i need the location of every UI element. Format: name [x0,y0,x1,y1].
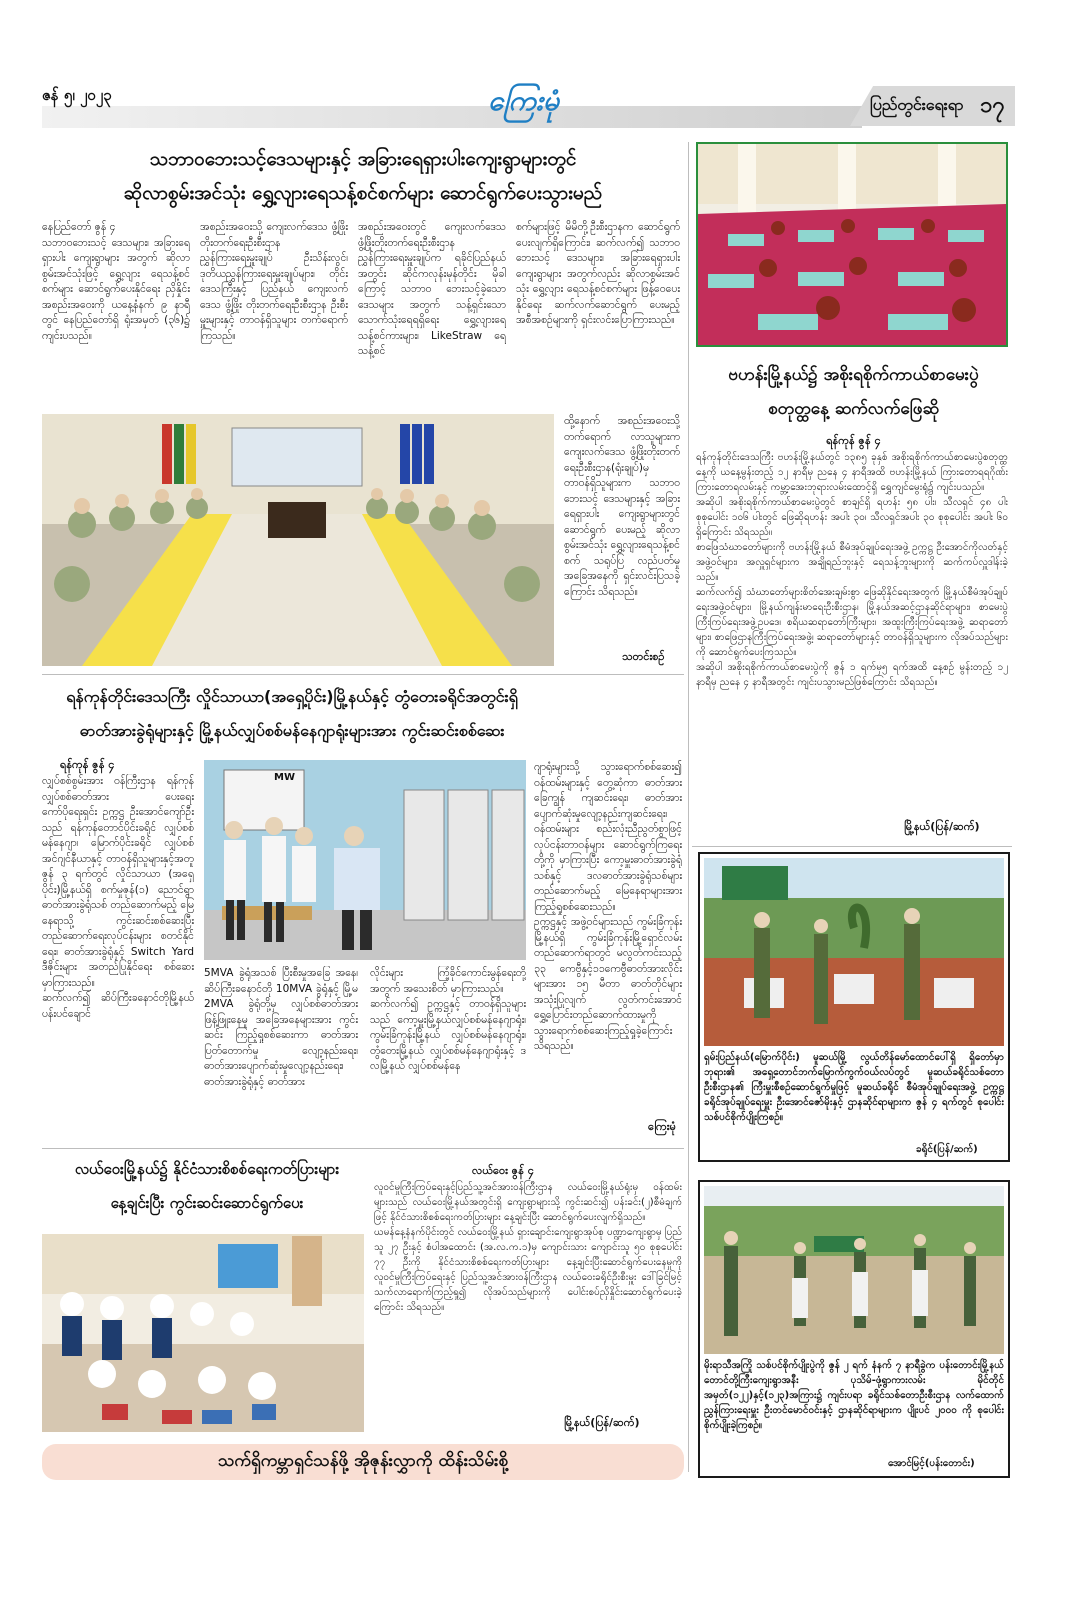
photo-caption: ရှမ်းပြည်နယ်(မြောက်ပိုင်း) မူဆယ်မြို့ လွယ်တိန်မော်ထောင်ပေါ်ရှိ ရှိတော်မှာဘုရား၏ အရှေ့တောင်ဘက်မြောက်ကွက်ဝယ်လပ်တွင် မူဆယ်ခရိုင်သစ်တောဦးစီးဌာန၏ ကြီးမှူးစီစဉ်ဆောင်ရွက်မှုဖြင့် မူဆယ်ခရိုင် စီမံအုပ်ချုပ်ရေးအဖွဲ့ ဥက္ကဋ္ဌ ခရိုင်အုပ်ချုပ်ရေးမှူး ဦးအောင်ဇော်မိုးနှင့် ဌာနဆိုင်ရာများက ဇွန် ၄ ရက်တွင် စုပေါင်းသစ်ပင်စိုက်ပျိုးကြစဉ်။ [704,1052,1004,1123]
headline-line2: ဆိုလာစွမ်းအင်သုံး ရွှေ့လျားရေသန့်စင်စက်များ ဆောင်ရွက်ပေးသွားမည် [123,182,603,204]
article-byline: မြို့နယ်(ပြန်/ဆက်) [564,1416,640,1429]
headline-line2: နေ့ချင်းပြီး ကွင်းဆင်းဆောင်ရွက်ပေး [110,1194,304,1212]
header-bar-left [42,106,862,128]
tree-planting-box-1 [698,852,1010,1162]
article-byline: သတင်းစဉ် [622,650,665,663]
article-dateline: ရန်ကုန် ဇွန် ၄ [826,434,881,447]
headline: လယ်ဝေးမြို့နယ်၌ နိုင်ငံသားစိစစ်ရေးကတ်ပြားများ [74,1160,340,1178]
monks-exam-illustration [698,144,1006,345]
article-body-col4: စက်များဖြင့် မိမိတို့ဦးစီးဌာနက ဆောင်ရွက်ပေးလျက်ရှိကြောင်း၊ ဆက်လက်၍ သဘာဝဘေးသင့် ဒေသများ၊ အခြားရေရှားပါး ကျေးရွာများ အတွက်လည်း ဆိုလာစွမ်းအင်သုံး ရွှေ့လျား ရေသန့်စင်စက်များ ဖြန့်ဝေပေးနိုင်ရေး ဆက်လက်ဆောင်ရွက် ပေးမည့် အစီအစဉ်များကို ရှင်းလင်းပြောကြားသည်။ [516,221,680,326]
article-body: လူဝင်မှုကြီးကြပ်ရေးနှင့်ပြည်သူ့အင်အားဝန်ကြီးဌာန လယ်ဝေးမြို့နယ်ရုံးမှ ဝန်ထမ်းများသည် လယ်ဝေးမြို့နယ်အတွင်းရှိ ကျေးရွာများသို့ ကွင်းဆင်း၍ ပန်းခင်း(၂)စီမံချက်ဖြင့် နိုင်ငံသားစိစစ်ရေးကတ်ပြားများ နေ့ချင်းပြီး ဆောင်ရွက်ပေးလျက်ရှိသည်။ ယမန်နေ့နံနက်ပိုင်းတွင် လယ်ဝေးမြို့နယ် ရှားချောင်းကျေးရွာအုပ်စု ပဏ္ဍာကျေးရွာမှ ပြည်သူ ၂၇ ဦးနှင့် စံပါအထောင်း (အ.လ.က.၁)မှ ကျောင်းသား ကျောင်းသူ ၅၀ စုစုပေါင်း ၇၇ ဦးကို နိုင်ငံသားစိစစ်ရေးကတ်ပြားများ နေ့ချင်းပြီးဆောင်ရွက်ပေးနေမှုကို လူဝင်မှုကြီးကြပ်ရေးနှင့် ပြည်သူ့အင်အားဝန်ကြီးဌာန လယ်ဝေးခရိုင်ဦးစီးမှူး ဒေါ်ခြင်မြင့်သက်လာရောက်ကြည့်ရှု၍ လိုအပ်သည်များကို ပေါင်းစပ်ညှိနှိုင်းဆောင်ရွက်ပေးခဲ့ကြောင်း သိရသည်။ [374,1182,682,1313]
meeting-photo-illustration [42,414,554,666]
article-dateline: ရန်ကုန် ဇွန် ၄ [60,758,115,771]
header-section: ပြည်တွင်းရေးရာ [870,95,964,114]
tree-planting-photo-1 [704,858,1004,1046]
article-monks-exam [696,352,1011,842]
headline-line2: ဓာတ်အားခွဲရုံများနှင့် မြို့နယ်လျှပ်စစ်မန်နေဂျာရုံးများအား ကွင်းဆင်းစစ်ဆေး [79,721,505,740]
article-byline: မြို့နယ်(ပြန်/ဆက်) [904,820,980,833]
article-body-col1: နေပြည်တော် ဇွန် ၄ သဘာဝဘေးသင့် ဒေသများ၊ အခြားရေရှားပါး ကျေးရွာများ အတွက် ဆိုလာစွမ်းအင်သုံးဖြင့် ရွှေ့လျား ရေသန့်စင်စက်များ ဆောင်ရွက်ပေးနိုင်ရေး ညှိနှိုင်း အစည်းအဝေးကို ယနေ့နံနက် ၉ နာရီတွင် နေပြည်တော်ရှိ ရုံးအမှတ် (၃၆)၌ ကျင်းပသည်။ [42,221,190,342]
article-solar-water [42,142,684,670]
page-header [0,82,1073,132]
page-number: ၁၇ [980,93,1005,118]
headline: သဘာဝဘေးသင့်ဒေသများနှင့် အခြားရေရှားပါးကျေးရွာများတွင် [149,148,577,170]
headline-line2: စတုတ္ထနေ့ ဆက်လက်ဖြေဆို [768,399,939,419]
caption-byline: ခရိုင်(ပြန်/ဆက်) [916,1144,978,1155]
substation-photo [204,760,526,960]
tree-planting-photo-2 [704,1186,1004,1354]
substation-sign: MW [274,772,295,783]
article-body-col3: လိုင်းများ ကြံ့ခိုင်ကောင်းမွန်ရေးတို့ အတွက် အသေးစိတ် မှာကြားသည်။ ဆက်လက်၍ ဥက္ကဋ္ဌနှင့် တာဝန်ရှိသူများသည် ကော့မှူးမြို့နယ်လျှပ်စစ်မန်နေဂျာရုံး၊ ကွမ်းခြံကုန်းမြို့နယ် လျှပ်စစ်မန်နေဂျာရုံး၊ တွံတေးမြို့နယ် လျှပ်စစ်မန်နေဂျာရုံးနှင့် ဒလမြို့နယ် လျှပ်စစ်မန်နေ [370,967,526,1072]
footer-slogan-banner [42,1444,684,1480]
tree-planting-illustration-2 [704,1186,1004,1354]
monks-exam-photo [696,142,1008,347]
citizenship-illustration [42,1234,364,1432]
article-body-col4: ဂျာရုံးများသို့ သွားရောက်စစ်ဆေး၍ ဝန်ထမ်းများနှင့် တွေ့ဆုံကာ ဓာတ်အားခြေကျွန် ကျဆင်းရေး၊ ဓာတ်အားပျောက်ဆုံးမှုလျော့နည်းကျဆင်းရေး၊ ဝန်ထမ်းများ စည်းလုံးညီညွတ်စွာဖြင့် လုပ်ငန်းတာဝန်များ ဆောင်ရွက်ကြရေးတို့ကို မှာကြားပြီး ကော့မှူးဓာတ်အားခွဲရုံသစ်နှင့် ဒလဓာတ်အားခွဲရုံသစ်များ တည်ဆောက်မည့် မြေနေရာများအား ကြည့်ရှုစစ်ဆေးသည်။ ဥက္ကဋ္ဌနှင့် အဖွဲ့ဝင်များသည် ကွမ်းခြံကုန်းမြို့နယ်ရှိ ကွမ်းခြံကုန်းမြို့ရှောင်လမ်းတည်ဆောက်ရာတွင် မလွတ်ကင်းသည့် ၃၃ ကေဗွီနှင့်၁၁ကေဗွီဓာတ်အားလိုင်းများအား ၁၅ မီတာ ဓာတ်တိုင်များ အသုံးပြုလျက် လွတ်ကင်းအောင် ရွှေ့ပြောင်းတည်ဆောက်ထားမှုကို သွားရောက်စစ်ဆေးကြည့်ရှုခဲ့ကြောင်း သိရသည်။ [534,761,682,1052]
article-body-col4-cont: ထို့နောက် အစည်းအဝေးသို့ တက်ရောက် လာသူများက ကျေးလက်ဒေသ ဖွံ့ဖြိုးတိုးတက်ရေးဦးစီးဌာန(ရုံးချုပ်)မှ တာဝန်ရှိသူများက သဘာဝဘေးသင့် ဒေသများနှင့် အခြားရေရှားပါး ကျေးရွာများတွင် ဆောင်ရွက် ပေးမည့် ဆိုလာစွမ်းအင်သုံး ရွှေ့လျားရေသန့်စင်စက် သရုပ်ပြ လည်ပတ်မှု အခြေအနေကို ရှင်းလင်းပြသခဲ့ကြောင်း သိရသည်။ [564,415,680,598]
article-body-col1: လျှပ်စစ်စွမ်းအား ဝန်ကြီးဌာန ရန်ကုန်လျှပ်စစ်ဓာတ်အား ပေးရေးကော်ပိုရေးရှင်း ဥက္ကဋ္ဌ ဦးအောင်ကျော်ဦးသည် ရန်ကုန်တောင်ပိုင်းခရိုင် လျှပ်စစ်မန်နေဂျာ၊ မြောက်ပိုင်းခရိုင် လျှပ်စစ်အင်ဂျင်နီယာနှင့် တာဝန်ရှိသူများနှင့်အတူ ဇွန် ၃ ရက်တွင် လှိုင်သာယာ (အရှေ့ပိုင်း)မြို့နယ်ရှိ စက်မှုဇုန်(၁) ညောင်ရွာ ဓာတ်အားခွဲရုံသစ် တည်ဆောက်မည့် မြေနေရာသို့ ကွင်းဆင်းစစ်ဆေးပြီး တည်ဆောက်ရေးလုပ်ငန်းများ စတင်နိုင်ရေး၊ ဓာတ်အားခွဲရုံနှင့် Switch Yard ဒီဇိုင်းများ အတည်ပြုနိုင်ရေး စစ်ဆေးမှာကြားသည်။ ဆက်လက်၍ ဆိပ်ကြီးခနောင်တိုမြို့နယ် ပန်းပင်ချောင် [42,775,194,1020]
photo-caption: မိုးရာသီအကြို သစ်ပင်စိုက်ပျိုးပွဲကို ဇွန် ၂ ရက် နံနက် ၇ နာရီခွဲက ပန်းတောင်းမြို့နယ် တောင်တို့ကြီးကျေးရွာအနီး ပုသိမ်-ဖုံ့ရွာကားလမ်း မိုင်တိုင်အမှတ်(၁၂၂)နှင့်(၁၂၃)အကြား၌ ကျင်းပရာ ခရိုင်သစ်တောဦးစီးဌာန လက်ထောက်ညွှန်ကြားရေးမှူး ဦးတင်မောင်ဝင်းနှင့် ဌာနဆိုင်ရာများက ပျိုးပင် ၂၀၀၀ ကို စုပေါင်းစိုက်ပျိုးခဲ့ကြစဉ်။ [704,1360,1004,1431]
article-body-col2: 5MVA ခွဲရုံအသစ် ပြီးစီးမှုအခြေ အနေ၊ ဆိပ်ကြီးခနောင်တို 10MVA ခွဲရုံနှင့် မြို့မ 2MVA ခွဲရုံတို့မှ လျှပ်စစ်ဓာတ်အား ဖြန့်ဖြူးနေမှု အခြေအနေများအား ကွင်းဆင်း ကြည့်ရှုစစ်ဆေးကာ ဓာတ်အား ပြတ်တောက်မှု လျော့နည်းရေး၊ ဓာတ်အားပျောက်ဆုံးမှုလျော့နည်းရေး၊ ဓာတ်အားခွဲရုံနှင့် ဓာတ်အား [204,967,358,1088]
article-body-col2: အစည်းအဝေးသို့ ကျေးလက်ဒေသ ဖွံ့ဖြိုးတိုးတက်ရေးဦးစီးဌာန ညွှန်ကြားရေးမှူးချုပ် ဦးသိန်းလွင်၊ ဒုတိယညွှန်ကြားရေးမှူးချုပ်များ၊ တိုင်းဒေသကြီးနှင့် ပြည်နယ် ကျေးလက်ဒေသ ဖွံ့ဖြိုး တိုးတက်ရေးဦးစီးဌာန ဦးစီးမှူးများနှင့် တာဝန်ရှိသူများ တက်ရောက်ကြသည်။ [200,221,348,342]
col-divider [688,142,689,1472]
tree-planting-illustration-1 [704,858,1004,1046]
tree-planting-box-2 [698,1180,1010,1478]
article-body-col3: အစည်းအဝေးတွင် ကျေးလက်ဒေသဖွံ့ဖြိုးတိုးတက်ရေးဦးစီးဌာန ညွှန်ကြားရေးမှူးချုပ်က ရခိုင်ပြည်နယ်အတွင်း ဆိုင်ကလုန်းမုန်တိုင်း မိုခါကြောင့် သဘာဝ ဘေးသင့်ခဲ့သော ဒေသများ အတွက် သန့်ရှင်းသောသောက်သုံးရေရရှိရေး ရွှေ့လျားရေသန့်စင်ကားများ၊ LikeStraw ရေသန့်စင် [358,221,506,357]
article-byline: ကြေးမုံ [648,1120,676,1133]
headline: ဗဟန်းမြို့နယ်၌ အစိုးရစိုက်ကာယ်စာမေးပွဲ [728,365,979,385]
header-date: ဇန် ၅၊ ၂၀၂၃ [42,86,112,104]
substation-illustration [204,760,526,960]
footer-slogan: သက်ရှိကမ္ဘာရှင်သန်ဖို့ အိုဇုန်းလွှာကို ထိန်းသိမ်းစို့ [217,1451,509,1471]
headline: ရန်ကုန်တိုင်းဒေသကြီး လှိုင်သာယာ(အရှေ့ပိုင်း)မြို့နယ်နှင့် တွံတေးခရိုင်အတွင်းရှိ [66,687,518,706]
citizenship-photo [42,1234,364,1432]
masthead-logo: ကြေးမုံ [488,84,559,117]
caption-byline: အောင်မြင့်(ပန်းတောင်း) [888,1458,975,1469]
divider-1 [42,674,684,675]
article-substation-inspection [42,678,684,1144]
article-dateline: လယ်ဝေး ဇွန် ၄ [472,1164,535,1177]
article-body: ရန်ကုန်တိုင်းဒေသကြီး ဗဟန်းမြို့နယ်တွင် ၁၃၈၅ ခုနှစ် အစိုးရစိုက်ကာယ်စာမေးပွဲစတုတ္ထနေ့ကို ယနေ့မွန်းတည့် ၁၂ နာရီမှ ညနေ ၄ နာရီအထိ ဗဟန်းမြို့နယ် ကြားတောရရဂိုဏ်း ကြားတောရလမ်းနှင့် ကမ္ဘာ့အေးဘုရားလမ်းထောင့်ရှိ ရွှေကျင်မွေးရုံ၌ ကျင်းပသည်။ အဆိုပါ အစိုးရစိုက်ကာယ်စာမေးပွဲတွင် စာချင်ရှိ ရဟန်း ၅၈ ပါး၊ သီလရှင် ၄၈ ပါး စုစုပေါင်း ၁၀၆ ပါးတွင် ဖြေဆိုရဟန်း အပါး ၃၀၊ သီလရှင်အပါး ၃၀ စုစုပေါင်း အပါး ၆၀ ရှိကြောင်း သိရသည်။ စာဖြေသံဃာတော်များကို ဗဟန်းမြို့နယ် စီမံအုပ်ချုပ်ရေးအဖွဲ့ ဥက္ကဋ္ဌ ဦးအောင်ကိုလတ်နှင့်အဖွဲ့ဝင်များ၊ အလှူရှင်များက အချိုရည်ဘူးနှင့် ရေသန့်ဘူးများကို ဆက်ကပ်လှူဒါန်းခဲ့သည်။ ဆက်လက်၍ သံဃာတော်များစိတ်အေးချမ်းစွာ ဖြေဆိုနိုင်ရေးအတွက် မြို့နယ်စီမံအုပ်ချုပ်ရေးအဖွဲ့ဝင်များ၊ မြို့နယ်ကျန်းမာရေးဦးစီးဌာန၊ မြို့နယ်အဆင့်ဌာနဆိုင်ရာများ၊ စာမေးပွဲကြီးကြပ်ရေးအဖွဲ့ဥပဒေ၊ စရိယဆရာတော်ကြီးများ၊ အထူးကြီးကြပ်ရေးအဖွဲ့ ဆရာတော်များ၊ စာဖြေဌာနကြီးကြပ်ရေးအဖွဲ့၊ ဆရာတော်များနှင့် တာဝန်ရှိသူများက လိုအပ်သည်များကို ဆောင်ရွက်ပေးကြသည်။ အဆိုပါ အစိုးရစိုက်ကာယ်စာမေးပွဲကို ဇွန် ၁ ရက်မှ၅ ရက်အထိ နေ့စဉ် မွန်းတည့် ၁၂ နာရီမှ ညနေ ၄ နာရီအတွင်း ကျင်းပသွားမည်ဖြစ်ကြောင်း သိရသည်။ [696,452,1008,688]
divider-2 [692,846,1012,847]
article-citizenship-cards [42,1150,684,1440]
divider-3 [42,1148,684,1149]
meeting-photo [42,414,554,666]
